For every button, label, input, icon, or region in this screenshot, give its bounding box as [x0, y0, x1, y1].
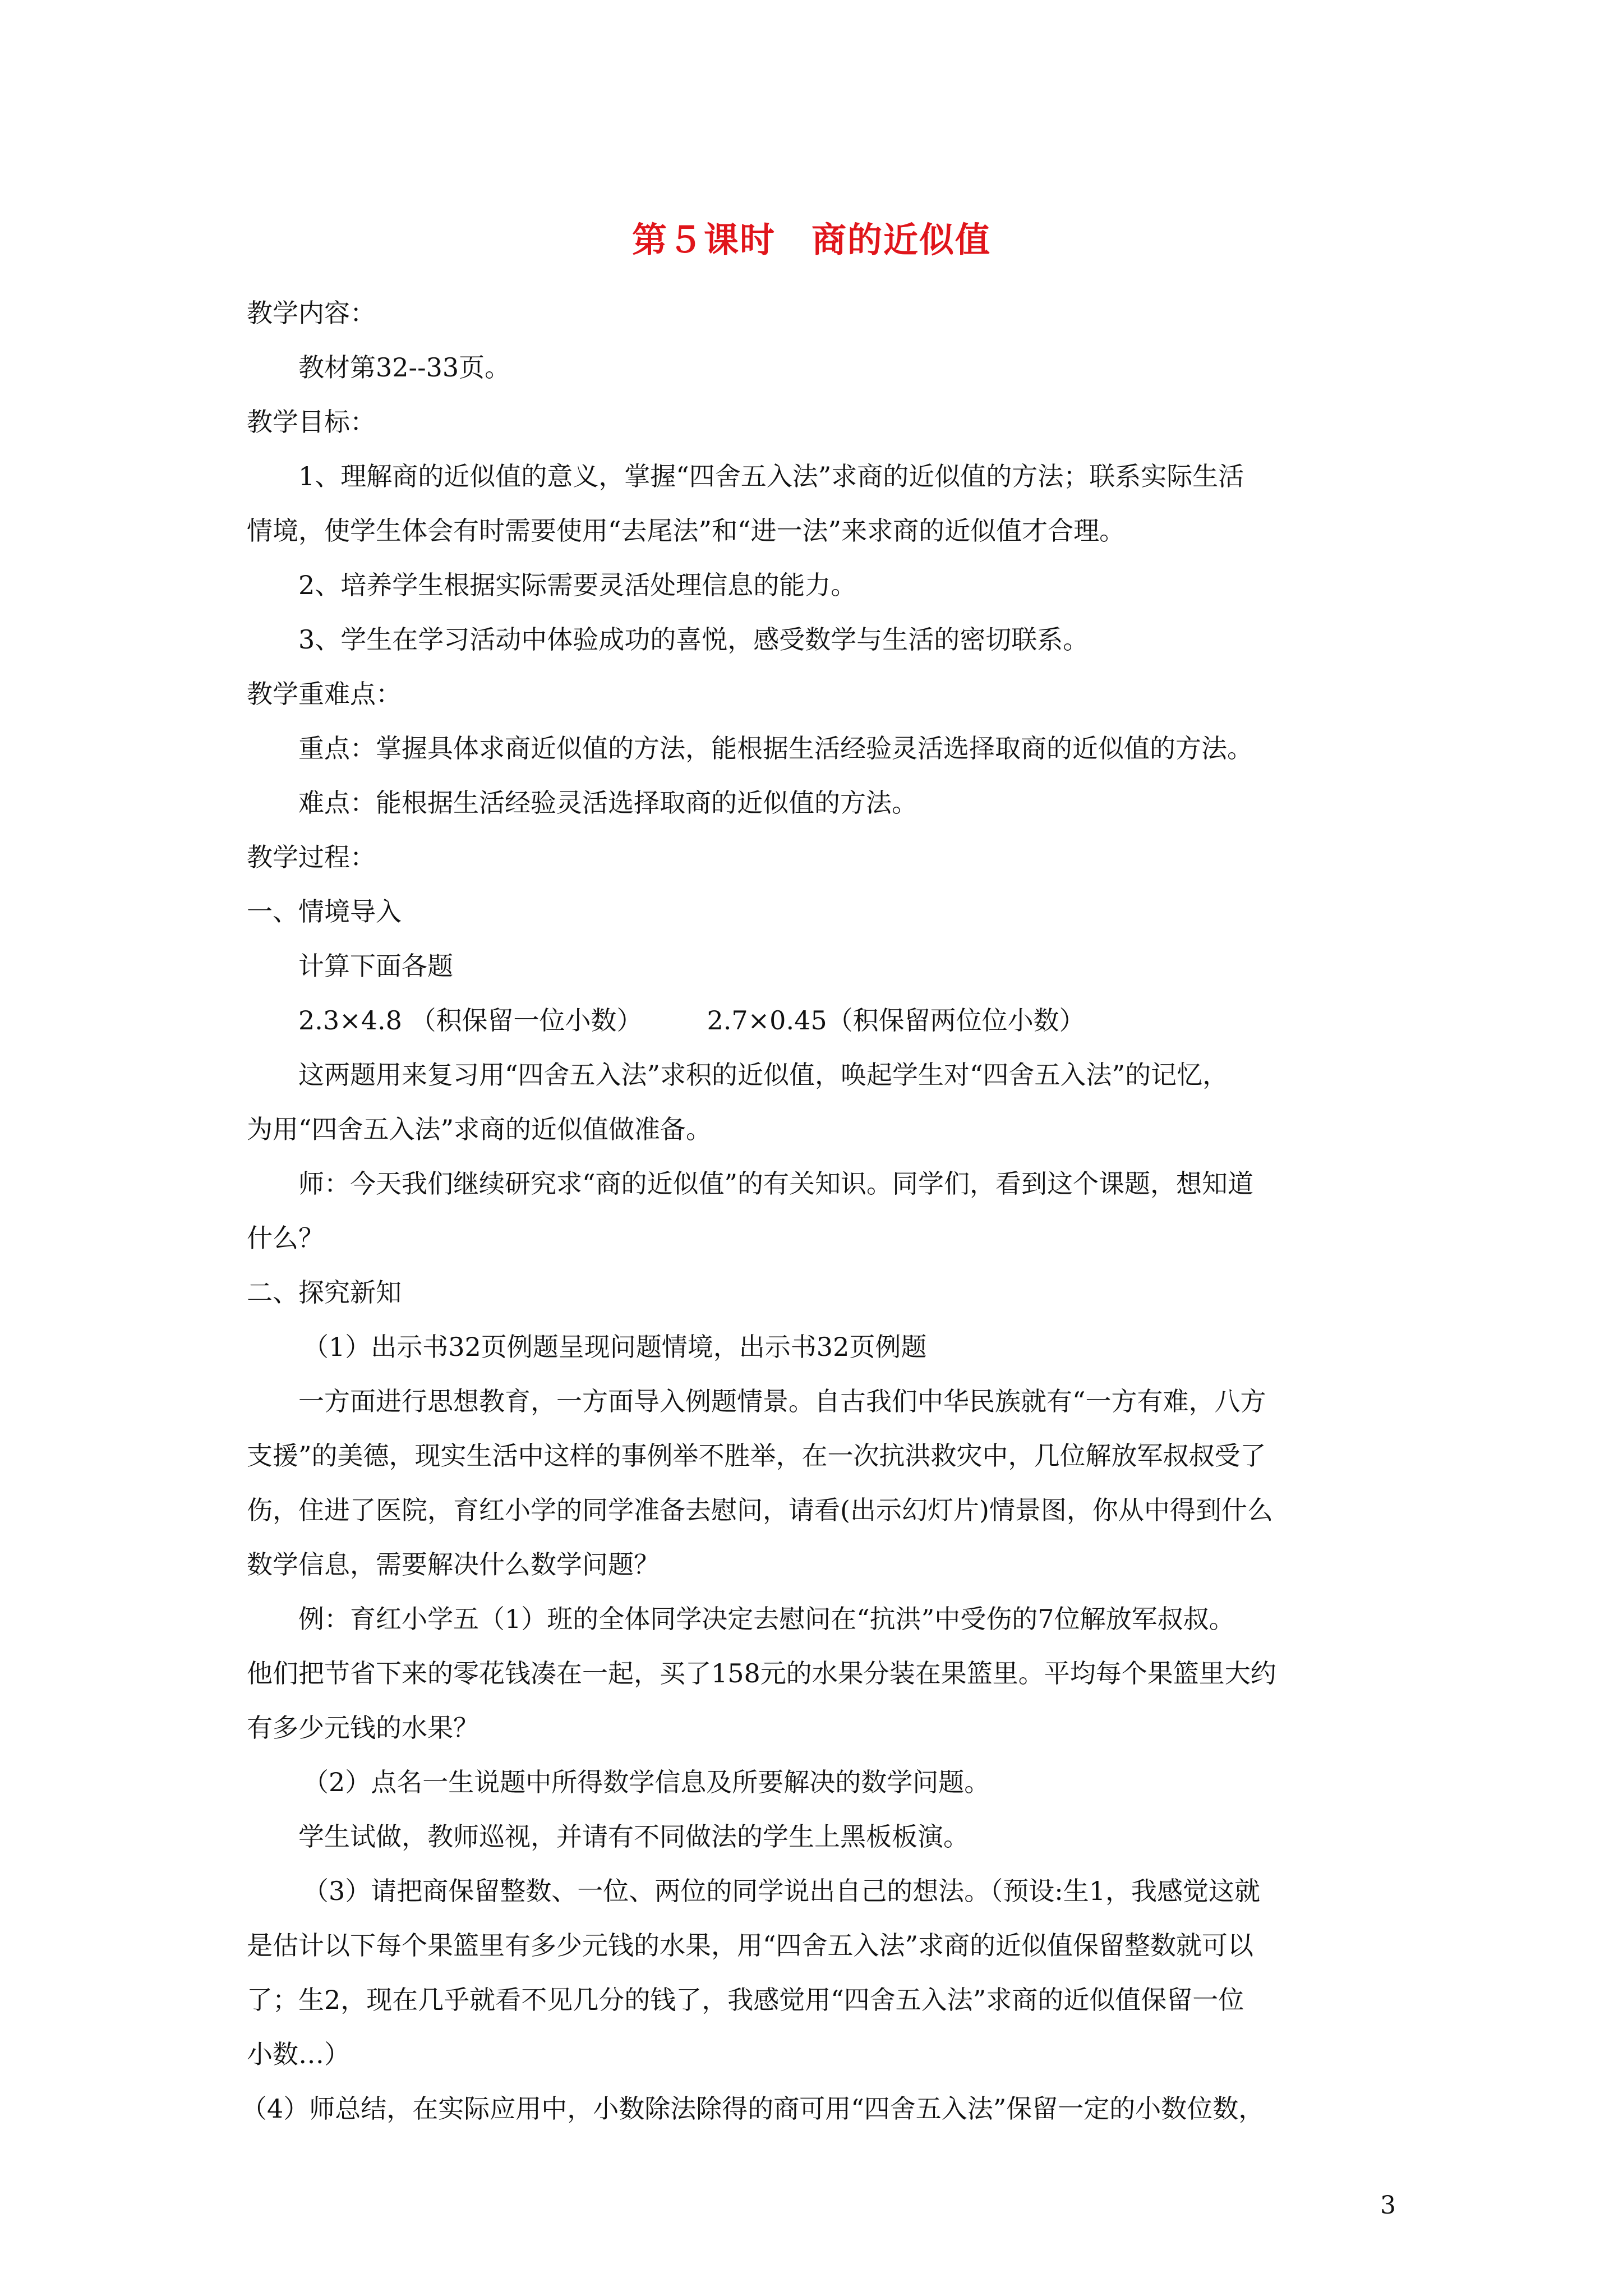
page-number: 3 [1380, 2191, 1396, 2220]
paragraph: 2.3×4.8 （积保留一位小数） 2.7×0.45（积保留两位位小数） [298, 1005, 1085, 1036]
section-heading: 二、探究新知 [247, 1277, 402, 1308]
paragraph: 是估计以下每个果篮里有多少元钱的水果，用“四舍五入法”求商的近似值保留整数就可以 [247, 1930, 1254, 1961]
paragraph: 了；生2，现在几乎就看不见几分的钱了，我感觉用“四舍五入法”求商的近似值保留一位 [247, 1985, 1244, 2015]
paragraph: 有多少元钱的水果？ [247, 1713, 479, 1743]
paragraph: （3）请把商保留整数、一位、两位的同学说出自己的想法。（预设:生1，我感觉这就 [303, 1876, 1261, 1906]
document-body [241, 286, 1389, 2136]
paragraph: 伤，住进了医院，育红小学的同学准备去慰问，请看(出示幻灯片)情景图，你从中得到什么 [247, 1495, 1273, 1525]
paragraph: 为用“四舍五入法”求商的近似值做准备。 [247, 1114, 712, 1144]
paragraph: 计算下面各题 [298, 951, 453, 981]
paragraph: 教材第32--33页。 [298, 352, 511, 383]
paragraph: 重点：掌握具体求商近似值的方法，能根据生活经验灵活选择取商的近似值的方法。 [298, 733, 1253, 763]
heading-teaching-content: 教学内容： [247, 298, 376, 328]
paragraph: 一方面进行思想教育，一方面导入例题情景。自古我们中华民族就有“一方有难，八方 [298, 1386, 1266, 1416]
paragraph: 1、理解商的近似值的意义，掌握“四舍五入法”求商的近似值的方法；联系实际生活 [298, 461, 1244, 491]
paragraph: 情境，使学生体会有时需要使用“去尾法”和“进一法”来求商的近似值才合理。 [247, 516, 1126, 546]
section-heading: 一、情境导入 [247, 896, 402, 927]
paragraph: 这两题用来复习用“四舍五入法”求积的近似值，唤起学生对“四舍五入法”的记忆， [298, 1060, 1229, 1090]
paragraph: （1）出示书32页例题呈现问题情境，出示书32页例题 [303, 1332, 927, 1362]
paragraph: （4）师总结，在实际应用中，小数除法除得的商可用“四舍五入法”保留一定的小数位数， [241, 2093, 1265, 2124]
paragraph: 难点：能根据生活经验灵活选择取商的近似值的方法。 [298, 788, 917, 818]
paragraph: 小数…） [247, 2039, 350, 2069]
heading-teaching-process: 教学过程： [247, 842, 376, 872]
heading-teaching-goals: 教学目标： [247, 407, 376, 437]
paragraph: （2）点名一生说题中所得数学信息及所要解决的数学问题。 [303, 1767, 990, 1797]
paragraph: 学生试做，教师巡视，并请有不同做法的学生上黑板板演。 [298, 1821, 969, 1852]
page-title: 第５课时 商的近似值 [631, 219, 991, 260]
paragraph: 什么？ [247, 1223, 324, 1253]
paragraph: 他们把节省下来的零花钱凑在一起，买了158元的水果分装在果篮里。平均每个果篮里大约 [247, 1658, 1276, 1688]
paragraph: 支援”的美德，现实生活中这样的事例举不胜举，在一次抗洪救灾中，几位解放军叔叔受了 [247, 1441, 1266, 1471]
paragraph: 数学信息，需要解决什么数学问题？ [247, 1549, 660, 1580]
paragraph: 例：育红小学五（1）班的全体同学决定去慰问在“抗洪”中受伤的7位解放军叔叔。 [298, 1604, 1235, 1634]
heading-key-points: 教学重难点： [247, 679, 402, 709]
paragraph: 师：今天我们继续研究求“商的近似值”的有关知识。同学们，看到这个课题，想知道 [298, 1168, 1254, 1199]
paragraph: 2、培养学生根据实际需要灵活处理信息的能力。 [298, 570, 857, 600]
paragraph: 3、学生在学习活动中体验成功的喜悦，感受数学与生活的密切联系。 [298, 624, 1089, 655]
